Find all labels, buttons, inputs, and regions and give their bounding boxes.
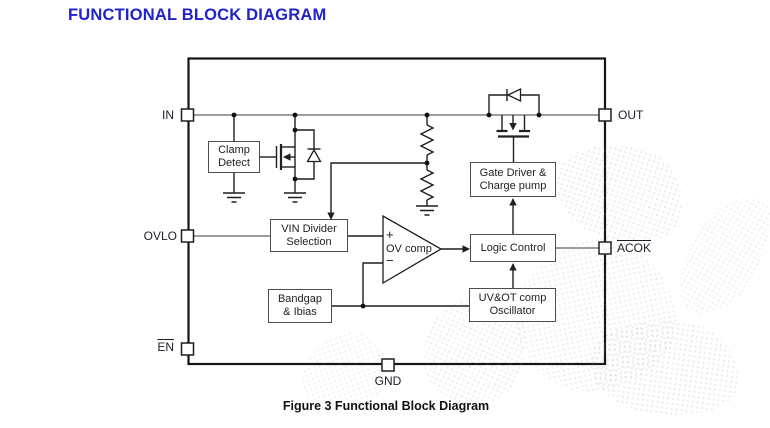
pin-gnd	[382, 359, 394, 371]
pin-in	[182, 109, 194, 121]
pin-label-in: IN	[162, 108, 174, 122]
pin-out	[599, 109, 611, 121]
block-logic-control: Logic Control	[470, 234, 556, 262]
pin-en	[182, 343, 194, 355]
pin-acok	[599, 242, 611, 254]
comparator-plus-input-label: +	[386, 227, 394, 242]
pin-label-out: OUT	[618, 108, 644, 122]
pin-label-en-text: $\overline{EN}$	[157, 340, 174, 354]
block-bandgap-ibias: Bandgap & Ibias	[268, 289, 332, 323]
block-clamp-detect: Clamp Detect	[208, 141, 260, 173]
clamp-diode-symbol	[308, 149, 321, 162]
pin-label-en	[146, 340, 174, 354]
pin-ovlo	[182, 230, 194, 242]
clamp-nmos-symbol	[260, 144, 291, 170]
pin-label-ovlo: OVLO	[143, 229, 177, 243]
pin-label-acok	[617, 241, 651, 255]
pin-label-acok-text: ACOK	[617, 241, 652, 255]
pin-label-gnd: GND	[374, 374, 402, 388]
block-uvot-comp-oscillator: UV&OT comp Oscillator	[469, 288, 556, 322]
comparator-minus-input-label: −	[386, 253, 394, 268]
block-gate-driver-charge-pump: Gate Driver & Charge pump	[470, 162, 556, 197]
pass-body-diode-symbol	[507, 89, 521, 101]
page-title: FUNCTIONAL BLOCK DIAGRAM	[68, 6, 327, 24]
figure-caption: Figure 3 Functional Block Diagram	[282, 399, 490, 413]
block-vin-divider-selection: VIN Divider Selection	[270, 219, 348, 252]
comparator-label: OV comp	[386, 243, 432, 255]
